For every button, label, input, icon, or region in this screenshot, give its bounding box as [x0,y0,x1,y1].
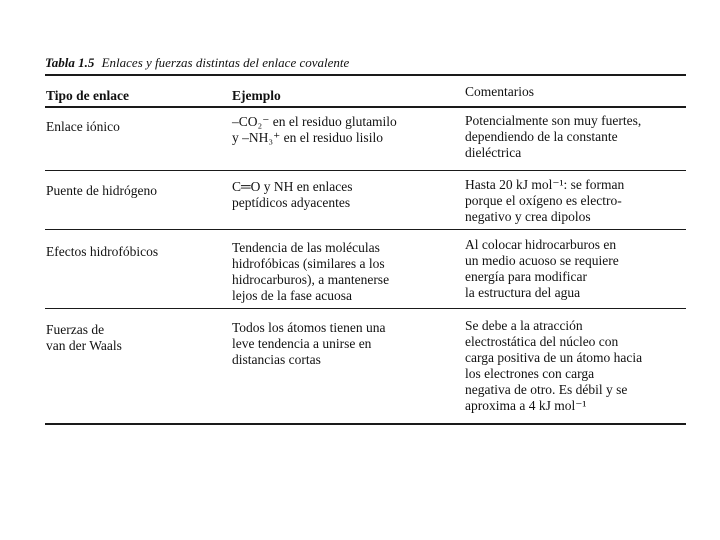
row-3-rule [45,308,686,309]
header-comentarios: Comentarios [465,84,534,99]
row-4-tipo: Fuerzas de van der Waals [46,322,122,353]
header-ejemplo: Ejemplo [232,88,281,103]
table-caption-text: Enlaces y fuerzas distintas del enlace covalente [101,55,350,70]
table-bottom-rule [45,423,686,425]
row-2-rule [45,229,686,230]
row-1-ejemplo: –CO₂⁻ en el residuo glutamilo y –NH₃⁺ en el residuo lisilo [232,114,397,145]
header-rule [45,106,686,108]
table-caption [45,55,349,71]
header-tipo: Tipo de enlace [46,88,130,103]
row-3-ejemplo: Tendencia de las moléculas hidrofóbicas (similares a los hidrocarburos), a mantenerse lejos de la fase acuosa [232,240,390,303]
row-4-comentario: Se debe a la atracción electrostática del núcleo con carga positiva de un átomo hacia los electrones con carga negativa de otro. Es débil y se aproxima a 4 kJ mol⁻¹ [465,318,643,413]
row-4-ejemplo: Todos los átomos tienen una leve tendencia a unirse en distancias cortas [232,320,386,367]
row-1-rule [45,170,686,171]
row-2-comentario: Hasta 20 kJ mol⁻¹: se forman porque el oxígeno es electro- negativo y crea dipolos [465,177,625,224]
table-caption-label: Tabla 1.5 [45,55,95,70]
row-1-comentario: Potencialmente son muy fuertes, dependiendo de la constante dieléctrica [465,113,642,160]
row-2-ejemplo: C═O y NH en enlaces peptídicos adyacentes [232,179,353,210]
table-top-rule [45,74,686,76]
row-3-tipo: Efectos hidrofóbicos [46,244,159,259]
row-2-tipo: Puente de hidrógeno [46,183,157,198]
row-1-tipo: Enlace iónico [46,119,120,134]
row-3-comentario: Al colocar hidrocarburos en un medio acuoso se requiere energía para modificar la estructura del agua [465,237,619,300]
